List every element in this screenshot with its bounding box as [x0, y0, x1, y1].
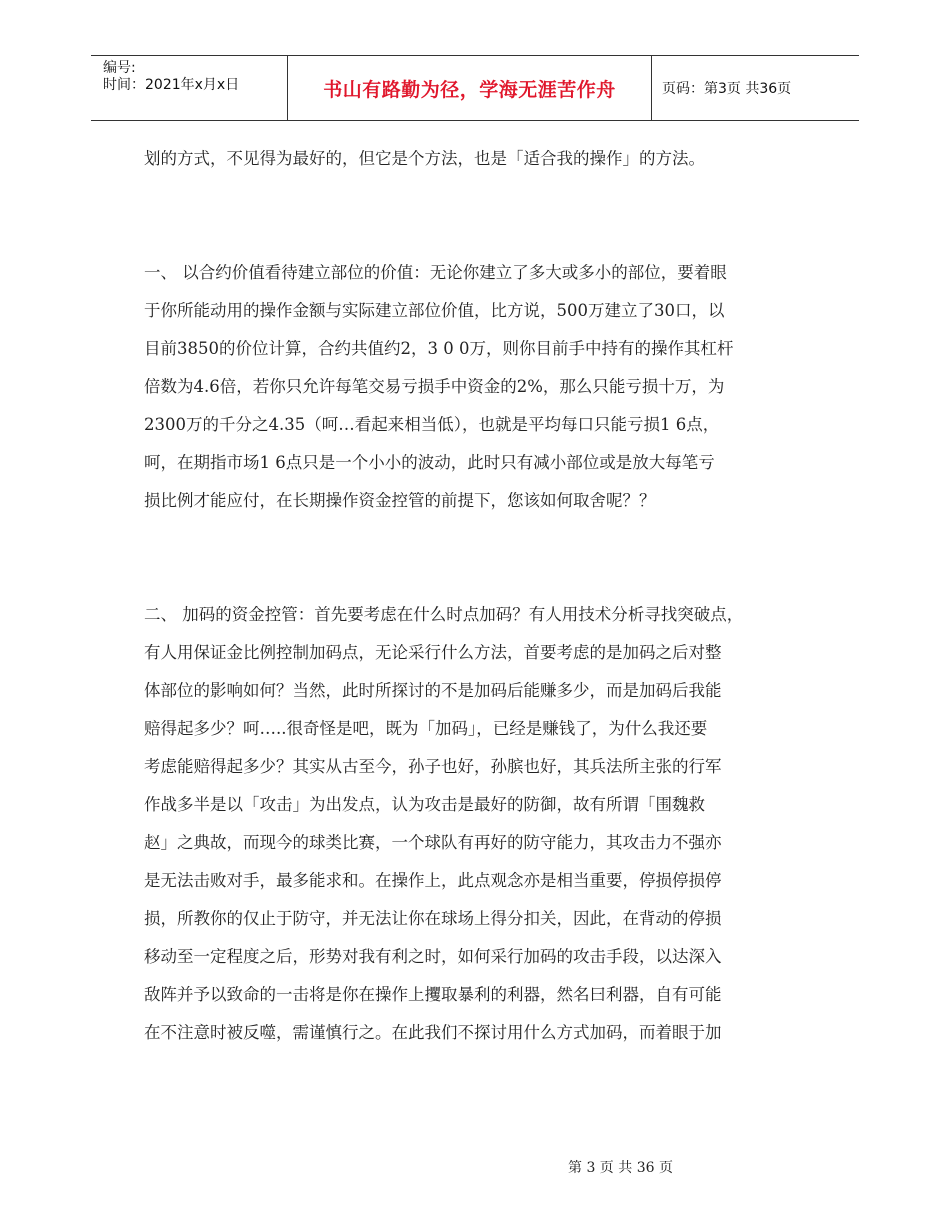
- time-label: 时间：2021年x月x日: [103, 77, 240, 93]
- footer-page-number: 第 3 页 共 36 页: [568, 1160, 673, 1176]
- motto-text: 书山有路勤为径，学海无涯苦作舟: [323, 78, 616, 101]
- text-line: 目前3850的价位计算，合约共值约2，3 0 0万，则你目前手中持有的操作其杠杆: [144, 339, 734, 358]
- text-line: 是无法击败对手，最多能求和。在操作上，此点观念亦是相当重要，停损停损停: [144, 871, 722, 890]
- text-line: 敌阵并予以致命的一击将是你在操作上攫取暴利的利器，然名曰利器，自有可能: [144, 985, 722, 1004]
- text-line: 呵，在期指市场1 6点只是一个小小的波动，此时只有减小部位或是放大每笔亏: [144, 453, 715, 472]
- text-line: 赔得起多少？呵…..很奇怪是吧，既为「加码」，已经是赚钱了，为什么我还要: [144, 719, 708, 738]
- text-line: 一、 以合约价值看待建立部位的价值：无论你建立了多大或多小的部位，要着眼: [144, 263, 727, 282]
- header-meta: [91, 56, 287, 120]
- text-line: 有人用保证金比例控制加码点，无论采行什么方法，首要考虑的是加码之后对整: [144, 643, 722, 662]
- page-header: [91, 55, 859, 121]
- text-line: 考虑能赔得起多少？其实从古至今，孙子也好，孙膑也好，其兵法所主张的行军: [144, 757, 722, 776]
- text-line: 于你所能动用的操作金额与实际建立部位价值，比方说，500万建立了30口，以: [144, 301, 725, 320]
- text-line: 损，所教你的仅止于防守，并无法让你在球场上得分扣关，因此，在背动的停损: [144, 909, 722, 928]
- header-motto-cell: [287, 56, 652, 120]
- paragraph-gap: [144, 520, 824, 596]
- paragraph-gap: [144, 178, 824, 254]
- serial-number-label: 编号:: [103, 60, 136, 76]
- text-line: 二、 加码的资金控管：首先要考虑在什么时点加码？有人用技术分析寻找突破点，: [144, 605, 744, 624]
- text-line: 在不注意时被反噬，需谨慎行之。在此我们不探讨用什么方式加码，而着眼于加: [144, 1023, 722, 1042]
- text-line: 移动至一定程度之后，形势对我有利之时，如何采行加码的攻击手段，以达深入: [144, 947, 722, 966]
- text-line: 赵」之典故，而现今的球类比赛，一个球队有再好的防守能力，其攻击力不强亦: [144, 833, 722, 852]
- text-line: 2300万的千分之4.35（呵…看起来相当低），也就是平均每口只能亏损1 6点，: [144, 415, 720, 434]
- header-page-info: [652, 56, 859, 120]
- text-line: 划的方式，不见得为最好的，但它是个方法，也是「适合我的操作」的方法。: [144, 149, 705, 168]
- document-body: [144, 140, 824, 1052]
- text-line: 损比例才能应付，在长期操作资金控管的前提下，您该如何取舍呢？？: [144, 491, 656, 510]
- page-info-text: 页码：第3页 共36页: [662, 81, 792, 97]
- text-line: 体部位的影响如何？当然，此时所探讨的不是加码后能赚多少，而是加码后我能: [144, 681, 722, 700]
- text-line: 作战多半是以「攻击」为出发点，认为攻击是最好的防御，故有所谓「围魏救: [144, 795, 705, 814]
- text-line: 倍数为4.6倍，若你只允许每笔交易亏损手中资金的2%，那么只能亏损十万，为: [144, 377, 725, 396]
